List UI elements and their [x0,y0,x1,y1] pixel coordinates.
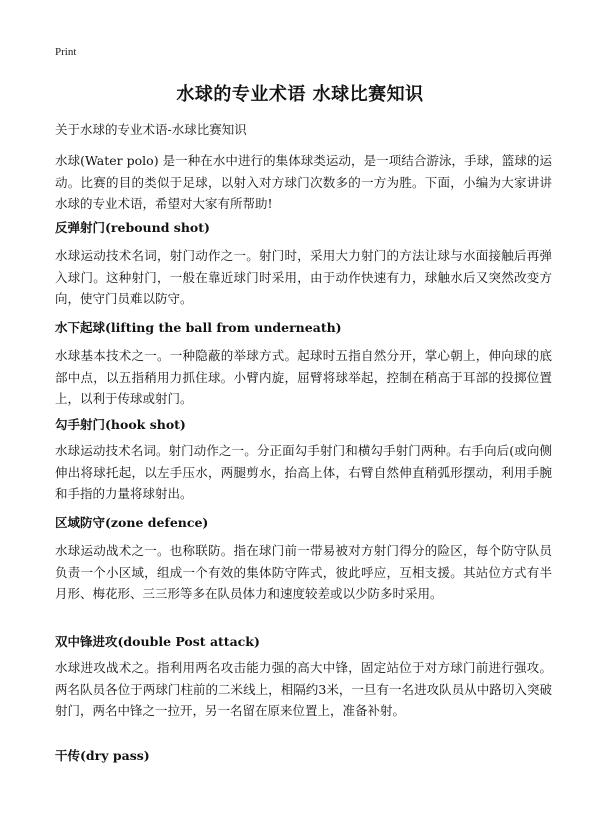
section-body: 水球运动技术名词。射门动作之一。分正面勾手射门和横勾手射门两种。右手向后(或向侧伸出将球托起，以左手压水，两腿剪水，抬高上体，右臂自然伸直稍弧形摆动，利用手腕和手指的力量将球射出。 [55,443,552,501]
section-heading: 干传(dry pass) [55,748,150,763]
section-heading: 水下起球(lifting the ball from underneath) [55,320,342,335]
page-subtitle: 关于水球的专业术语-水球比赛知识 [55,122,247,137]
section-heading: 反弹射门(rebound shot) [55,220,210,235]
intro-paragraph: 水球(Water polo) 是一种在水中进行的集体球类运动，是一项结合游泳，手球，篮球的运动。比赛的目的类似于足球，以射入对方球门次数多的一方为胜。下面，小编为大家讲讲水球的专业术语，希望对大家有所帮助! [55,153,552,211]
section-body: 水球进攻战术之。指利用两名攻击能力强的高大中锋，固定站位于对方球门前进行强攻。两名队员各位于两球门柱前的二米线上，相隔约3米，一旦有一名进攻队员从中路切入突破射门，两名中锋之一拉开，另一名留在原来位置上，准备补射。 [55,660,552,718]
section-heading: 勾手射门(hook shot) [55,417,186,432]
page-title: 水球的专业术语 水球比赛知识 [176,84,424,105]
section-heading: 区域防守(zone defence) [55,515,209,530]
section-body: 水球基本技术之一。一种隐蔽的举球方式。起球时五指自然分开，掌心朝上，伸向球的底部中点，以五指稍用力抓住球。小臂内旋，屈臂将球举起，控制在稍高于耳部的投掷位置上，以利于传球或射门。 [55,348,552,406]
section-body: 水球运动技术名词，射门动作之一。射门时，采用大力射门的方法让球与水面接触后再弹入球门。这种射门，一般在靠近球门时采用，由于动作快速有力，球触水后又突然改变方向，使守门员难以防守。 [55,248,552,306]
print-label[interactable]: Print [55,46,77,58]
section-heading: 双中锋进攻(double Post attack) [55,634,260,649]
section-body: 水球运动战术之一。也称联防。指在球门前一带易被对方射门得分的险区，每个防守队员负责一个小区域，组成一个有效的集体防守阵式，彼此呼应，互相支援。其站位方式有半月形、梅花形、三三形等多在队员体力和速度较差或以少防多时采用。 [55,543,552,601]
